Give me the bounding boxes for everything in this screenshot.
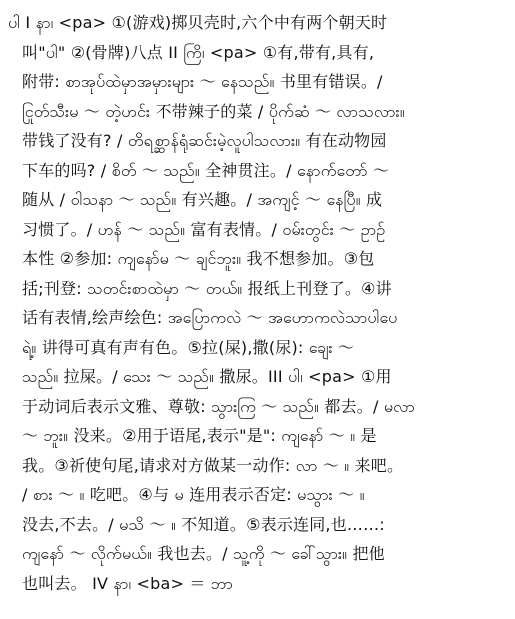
entry-line-20: 也叫去。 IV နာ၊ <ba> ＝ ဘာ	[22, 573, 234, 593]
entry-line-9: 本性 ②参加: ကျနော်မ ～ ချင်ဘူး။ 我不想参加。③包	[22, 249, 375, 268]
entry-line-3: 附带: စာအုပ်ထဲမှာအမှားများ ～ နေသည်။ 书里有错误。/	[22, 72, 383, 91]
entry-line-19: ကျနော် ～ လိုက်မယ်။ 我也去。/ သူ့ကို ～ ခေါ်သွား။ 把他	[22, 544, 385, 563]
entry-line-4: ငြုတ်သီးမ ～ တဲ့ဟင်း 不带辣子的菜 / ပိုက်ဆံ ～ လာသလား။	[22, 101, 405, 121]
entry-line-2: 叫"ပါ" ②(骨牌)八点 II ကြိ၊ <pa> ①有,带有,具有,	[22, 42, 375, 62]
entry-line-11: 话有表情,绘声绘色: အပြောကလဲ ～ အဟောကလဲသာပါပေ	[22, 308, 398, 327]
entry-line-18: 没去,不去。/ မသိ ～ ။ 不知道。⑤表示连同,也……:	[22, 514, 385, 534]
entry-line-12: ရဲ့။ 讲得可真有声有色。⑤拉(屎),撒(尿): ချေး ～	[22, 337, 355, 357]
entry-line-8: 习惯了。/ ဟန် ～ သည်။ 富有表情。/ ဝမ်းတွင်း ～ ဥာဉ်	[22, 219, 386, 239]
entry-line-10: 括;刊登: သတင်းစာထဲမှာ ～ တယ်။ 报纸上刊登了。④讲	[22, 278, 392, 298]
entry-line-7: 随从 / ဝါသနာ ～ သည်။ 有兴趣。/ အကျင့် ～ နေပြီ။ 成	[22, 190, 383, 209]
entry-line-17: / စား ～ ။ 吃吧。④与 မ 连用表示否定: မသွား ～ ။	[22, 485, 365, 504]
entry-line-1: ပါ I နာ၊ <pa> ①(游戏)掷贝壳时,六个中有两个朝天时	[8, 13, 388, 32]
entry-line-16: 我。③祈使句尾,请求对方做某一动作: လာ ～ ။ 来吧。	[22, 455, 404, 475]
entry-line-5: 带钱了没有? / တိရစ္ဆာန်ရုံဆင်းမဲ့လူပါသလား။ 有在动物园	[22, 131, 387, 150]
entry-line-13: သည်။ 拉屎。/ သေး ～ သည်။ 撒尿。III ပါ၊ <pa> ①用	[22, 367, 392, 386]
entry-line-15: ～ ဘူး။ 没来。②用于语尾,表示"是": ကျနော် ～ ။ 是	[22, 426, 377, 445]
entry-line-6: 下车的吗? / စိတ် ～ သည်။ 全神贯注。/ နောက်တော် ～	[22, 160, 390, 180]
entry-line-14: 于动词后表示文雅、尊敬: သွားကြ ～ သည်။ 都去。/ မလာ	[22, 396, 415, 416]
